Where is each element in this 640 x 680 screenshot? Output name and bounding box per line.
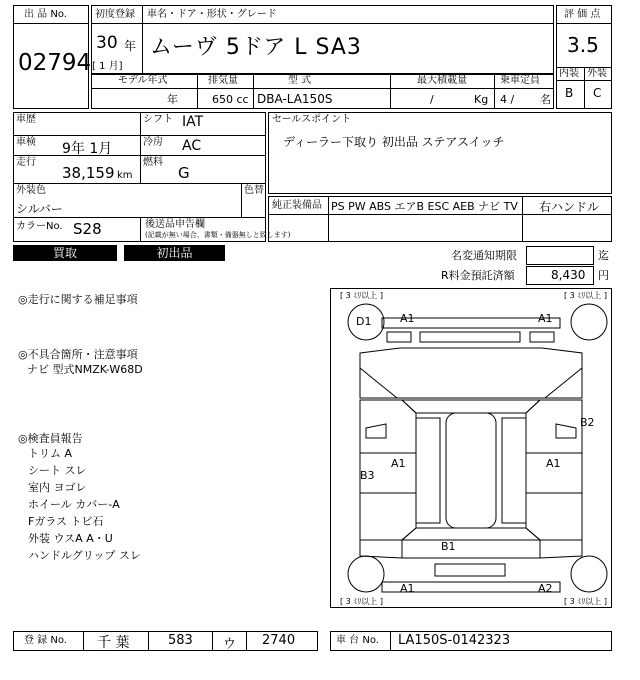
equipment-label: 純正装備品: [272, 200, 322, 211]
color-value: シルバー: [16, 202, 63, 216]
damage-rear-bumper-right: A2: [538, 582, 553, 595]
fuel-label: 燃料: [143, 157, 163, 168]
defects-line: ナビ 型式NMZK-W68D: [27, 363, 143, 376]
capacity-value: 4 /: [500, 93, 515, 106]
rear-window: [402, 528, 540, 540]
interior-grade: B: [565, 86, 574, 100]
name-change-field: [526, 246, 594, 265]
divider: [13, 155, 266, 156]
divider: [328, 196, 329, 242]
divider: [390, 74, 391, 109]
car-diagram: [330, 288, 612, 608]
hood: [360, 348, 582, 398]
right-side-panel: [526, 400, 582, 540]
fuel-value: G: [178, 164, 190, 182]
lot-number-label: 出 品 No.: [24, 9, 67, 20]
chassis-label: 車 台 No.: [336, 635, 379, 646]
rear-hatch: [402, 540, 540, 558]
divider: [13, 23, 89, 24]
registration-number: 2740: [262, 633, 296, 648]
documents-note: (記載が無い場合、書類・備器無しと致します): [145, 231, 291, 239]
damage-front-bumper-left: A1: [400, 312, 415, 325]
type-label: 型 式: [288, 75, 312, 86]
divider: [241, 183, 242, 217]
inspector-line: Fガラス トビ石: [28, 515, 104, 528]
type-value: DBA-LA150S: [257, 92, 333, 106]
divider: [390, 631, 391, 651]
mileage-unit: km: [117, 170, 133, 181]
inspector-line: トリム A: [28, 447, 73, 460]
divider: [13, 135, 266, 136]
divider: [148, 631, 149, 651]
sales-point-label: セールスポイント: [272, 114, 352, 125]
tire-depth-rear-left: [ 3 ﾐﾘ以上 ]: [340, 597, 383, 606]
rear-plate: [435, 564, 505, 576]
registration-label: 登 録 No.: [24, 635, 67, 646]
damage-front-left-circle: D1: [356, 315, 372, 328]
damage-front-bumper-right: A1: [538, 312, 553, 325]
tire-rear-right: [571, 556, 607, 592]
divider: [197, 74, 198, 109]
first-registration-year: 30: [96, 33, 118, 53]
diagram-frame: [331, 289, 612, 608]
divider: [140, 112, 141, 183]
inspector-line: シート スレ: [28, 464, 87, 477]
front-grille: [420, 332, 520, 342]
registration-region: 千 葉: [97, 635, 130, 651]
score-label: 評 価 点: [564, 9, 601, 20]
rear-corner-right: [540, 540, 582, 558]
tire-front-right: [571, 304, 607, 340]
divider: [83, 631, 84, 651]
mirror-right: [556, 424, 576, 438]
lot-number: 02794: [18, 50, 92, 76]
inspector-line: 室内 ヨゴレ: [28, 481, 87, 494]
divider: [91, 88, 554, 89]
inspection-label: 車検: [16, 137, 36, 148]
inspector-list: [28, 445, 141, 564]
color-number-value: S28: [73, 220, 102, 238]
windshield: [402, 400, 540, 413]
ac-value: AC: [182, 138, 202, 154]
divider: [246, 631, 247, 651]
divider: [13, 183, 266, 184]
divider: [140, 217, 141, 242]
registration-class: 583: [168, 633, 193, 648]
history-label: 車歴: [16, 114, 36, 125]
inspection-value: 9年 1月: [62, 141, 113, 157]
inspector-header: ◎検査員報告: [18, 432, 83, 445]
inspector-line: 外装 ウスA A・U: [28, 532, 113, 545]
capacity-unit: 名: [540, 93, 551, 106]
damage-left-quarter: B3: [360, 469, 375, 482]
tire-depth-front-left: [ 3 ﾐﾘ以上 ]: [340, 291, 383, 300]
damage-rear-hatch: B1: [441, 540, 456, 553]
defects-header: ◎不具合箇所・注意事項: [18, 348, 138, 361]
mirror-left: [366, 424, 386, 438]
damage-right-side: B2: [580, 416, 595, 429]
exterior-grade: C: [593, 86, 602, 100]
equipment-value: PS PW ABS エアB ESC AEB ナビ TV: [331, 200, 518, 213]
chassis-value: LA150S-0142323: [398, 633, 511, 648]
front-light-right: [530, 332, 554, 342]
damage-left-door: A1: [391, 457, 406, 470]
name-change-unit: 迄: [598, 249, 609, 262]
name-change-label: 名変通知期限: [451, 249, 517, 262]
interior-label: 内装: [559, 68, 579, 79]
recycle-fee-label: R料金預託済額: [441, 269, 515, 282]
model-year-unit: 年: [167, 93, 178, 106]
color-label: 外装色: [16, 185, 46, 196]
displacement-value: 650 cc: [212, 93, 249, 106]
damage-rear-bumper-left: A1: [400, 582, 415, 595]
left-window-line: [416, 418, 440, 523]
max-load-separator: /: [430, 93, 434, 106]
max-load-label: 最大積載量: [417, 75, 467, 86]
right-window-line: [502, 418, 526, 523]
buy-button[interactable]: 買取: [13, 245, 117, 261]
divider: [253, 74, 254, 109]
first-registration-month: [ 1 月]: [92, 61, 123, 72]
model-year-label: モデル年式: [118, 75, 168, 86]
model-label: 車名・ドア・形状・グレード: [147, 9, 277, 20]
roof: [446, 413, 496, 528]
divider: [522, 196, 523, 242]
front-light-left: [387, 332, 411, 342]
tire-depth-rear-right: [ 3 ﾐﾘ以上 ]: [564, 597, 607, 606]
exterior-label: 外装: [587, 68, 607, 79]
driving-notes-header: ◎走行に関する補足事項: [18, 293, 138, 306]
shift-value: IAT: [182, 114, 204, 130]
inspector-line: ハンドルグリップ スレ: [28, 549, 141, 562]
damage-right-door: A1: [546, 457, 561, 470]
rear-corner-left: [360, 540, 402, 558]
recycle-fee-unit: 円: [598, 269, 609, 282]
documents-label: 後送品申告欄: [145, 219, 205, 230]
divider: [556, 23, 612, 24]
shift-label: シフト: [143, 114, 173, 125]
divider: [91, 23, 554, 24]
year-unit: 年: [124, 39, 137, 53]
divider: [494, 74, 495, 109]
sales-point-value: ディーラー下取り 初出品 ステアスイッチ: [283, 135, 505, 149]
tire-depth-front-right: [ 3 ﾐﾘ以上 ]: [564, 291, 607, 300]
registration-kana: ウ: [223, 637, 237, 652]
displacement-label: 排気量: [208, 75, 238, 86]
steering-value: 右ハンドル: [539, 200, 600, 214]
inspector-line: ホイール カバー-A: [28, 498, 120, 511]
tire-rear-left: [348, 556, 384, 592]
first-registration-label: 初度登録: [95, 9, 135, 20]
first-listing-button[interactable]: 初出品: [124, 245, 225, 261]
divider: [212, 631, 213, 651]
max-load-unit: Kg: [474, 93, 489, 106]
color-number-label: カラーNo.: [16, 221, 63, 232]
ac-label: 冷房: [143, 137, 163, 148]
score-value: 3.5: [567, 33, 599, 57]
recycle-fee-value: 8,430: [551, 268, 586, 282]
capacity-label: 乗車定員: [500, 75, 540, 86]
mileage-label: 走行: [16, 157, 36, 168]
divider: [584, 67, 585, 109]
color-change-label: 色替: [244, 185, 264, 196]
divider: [142, 5, 143, 74]
model-name: ムーヴ 5ドア L SA3: [150, 35, 362, 60]
mileage-value: 38,159: [62, 164, 115, 182]
